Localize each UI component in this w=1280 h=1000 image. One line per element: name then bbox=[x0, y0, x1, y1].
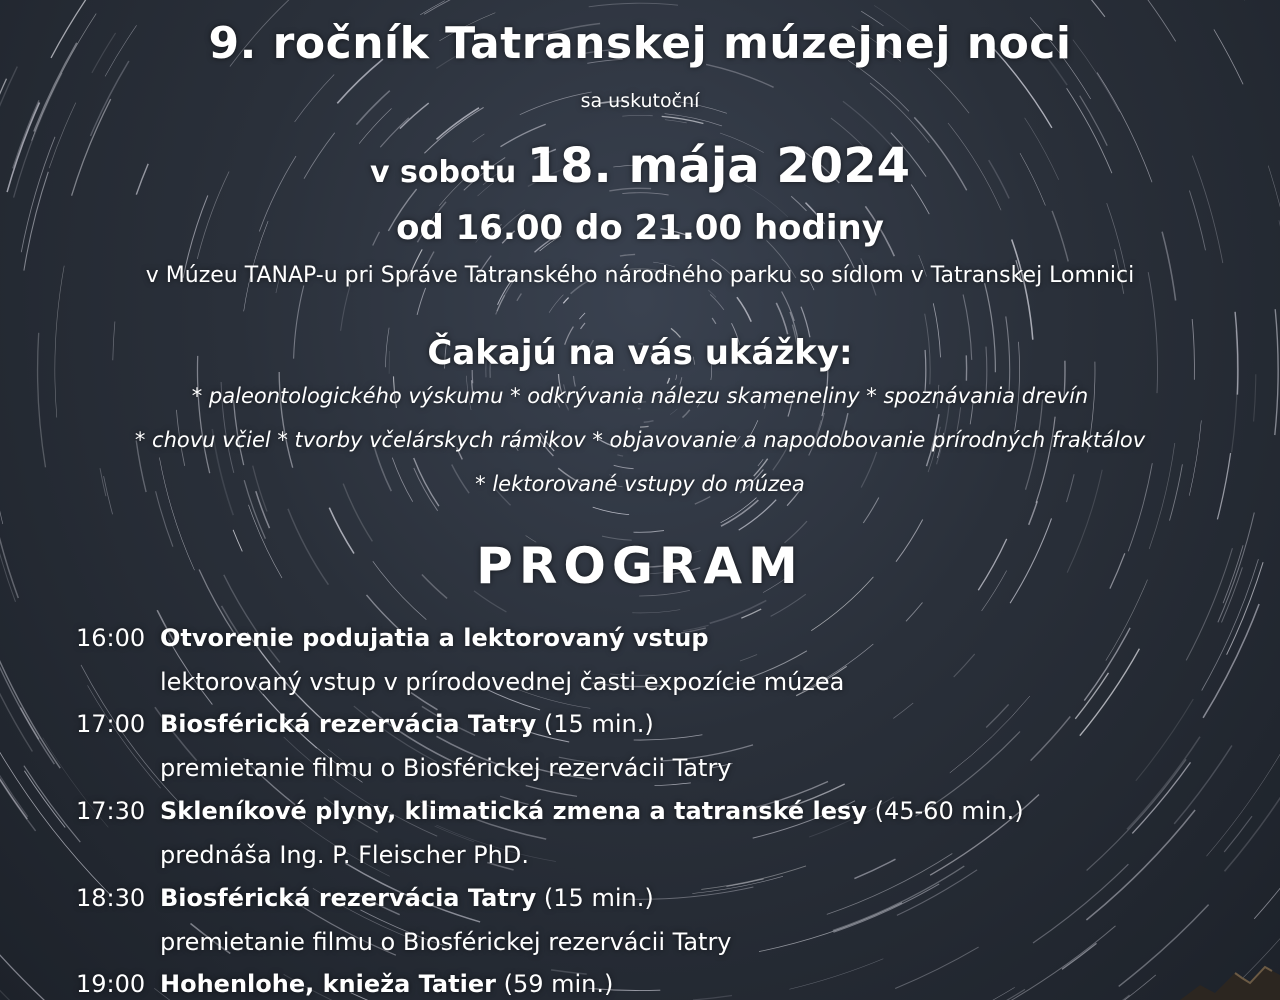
demos-heading: Čakajú na vás ukážky: bbox=[427, 333, 853, 373]
date-main: 18. mája 2024 bbox=[526, 138, 910, 194]
program-title: Biosférická rezervácia Tatry bbox=[160, 884, 537, 912]
program-duration: (15 min.) bbox=[543, 710, 654, 738]
program-time: 16:00 bbox=[76, 624, 146, 652]
program-item bbox=[76, 710, 654, 738]
program-desc: lektorovaný vstup v prírodovednej časti expozície múzea bbox=[160, 668, 845, 696]
program-item bbox=[76, 970, 613, 998]
program-item bbox=[76, 884, 654, 912]
program-duration: (45-60 min.) bbox=[874, 797, 1024, 825]
program-time: 18:30 bbox=[76, 884, 146, 912]
program-heading: PROGRAM bbox=[476, 537, 804, 595]
event-title: 9. ročník Tatranskej múzejnej noci bbox=[208, 18, 1072, 69]
program-desc: premietanie filmu o Biosférickej rezervácii Tatry bbox=[160, 928, 732, 956]
program-item bbox=[76, 624, 709, 652]
program-desc: prednáša Ing. P. Fleischer PhD. bbox=[160, 841, 529, 869]
program-title: Hohenlohe, knieža Tatier bbox=[160, 970, 496, 998]
program-duration: (15 min.) bbox=[543, 884, 654, 912]
date-prefix: v sobotu bbox=[370, 155, 517, 190]
program-title: Biosférická rezervácia Tatry bbox=[160, 710, 537, 738]
program-title: Otvorenie podujatia a lektorovaný vstup bbox=[160, 624, 709, 652]
demo-line: * lektorované vstupy do múzea bbox=[475, 472, 805, 496]
program-time: 17:00 bbox=[76, 710, 146, 738]
event-time: od 16.00 do 21.00 hodiny bbox=[396, 208, 884, 248]
program-time: 17:30 bbox=[76, 797, 146, 825]
program-duration: (59 min.) bbox=[503, 970, 614, 998]
event-date bbox=[0, 138, 1280, 194]
program-time: 19:00 bbox=[76, 970, 146, 998]
program-title: Skleníkové plyny, klimatická zmena a tatranské lesy bbox=[160, 797, 867, 825]
event-venue: v Múzeu TANAP-u pri Správe Tatranského národného parku so sídlom v Tatranskej Lomnici bbox=[145, 263, 1135, 288]
mountain-silhouette-icon bbox=[1180, 955, 1280, 1000]
demo-line: * chovu včiel * tvorby včelárskych rámikov * objavovanie a napodobovanie prírodných fraktálov bbox=[134, 428, 1146, 452]
demo-line: * paleontologického výskumu * odkrývania nálezu skameneliny * spoznávania drevín bbox=[191, 384, 1089, 408]
program-item bbox=[76, 797, 1024, 825]
event-subtitle: sa uskutoční bbox=[580, 90, 700, 112]
program-desc: premietanie filmu o Biosférickej rezervácii Tatry bbox=[160, 754, 732, 782]
